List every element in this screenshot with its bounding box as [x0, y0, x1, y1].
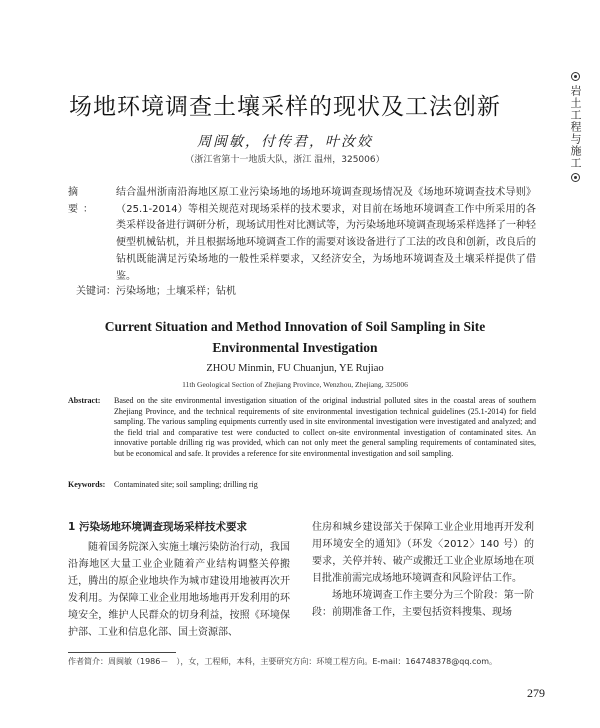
body-paragraph: 场地环境调查工作主要分为三个阶段：第一阶段：前期准备工作，主要包括资料搜集、现场 — [312, 590, 534, 618]
journal-section-tag — [566, 72, 584, 182]
chinese-keywords-text: 污染场地；土壤采样；钻机 — [116, 286, 236, 297]
circle-dot-icon — [571, 173, 580, 182]
english-keywords — [68, 480, 536, 489]
chinese-abstract-text: 结合温州浙南沿海地区原工业污染场地的场地环境调查现场情况及《场地环境调查技术导则》（25.1-2014）等相关规范对现场采样的技术要求，对目前在场地环境调查工作中所采用的各类采样设备进行调研分析，现场试用性对比测试等，为污染场地环境调查现场采样选择了一种轻便型机械钻机，并且根据场地环境调查工作的需要对该设备进行了工法的改良和创新，改良后的钻机既能满足污染场地的一般性采样要求，又经济安全，为场地环境调查及土壤采样提供了借鉴。 — [116, 187, 536, 282]
body-paragraph: 随着国务院深入实施土壤污染防治行动，我国沿海地区大量工业企业随着产业结构调整关停搬迁，腾出的原企业地块作为城市建设用地被再次开发利用。为保障工业企业用地场地再开发利用的环境安全，维护人民群众的切身利益，按照《环境保护部、工业和信息化部、国土资源部、 — [68, 542, 290, 638]
section-tag-text: 岩土工程与施工 — [569, 85, 582, 169]
english-title: Current Situation and Method Innovation of Soil Sampling in Site Environmental Investigation — [104, 319, 486, 355]
chinese-affiliation: （浙江省第十一地质大队，浙江 温州，325006） — [185, 155, 385, 165]
body-column-right — [312, 519, 534, 621]
footnote-divider — [68, 652, 176, 653]
english-abstract-label: Abstract: — [68, 396, 101, 405]
body-paragraph: 住房和城乡建设部关于保障工业企业用地再开发利用环境安全的通知》（环发〈2012〉140 号）的要求，关停并转、破产或搬迁工业企业原场地在项目批准前需完成场地环境调查和风险评估工作。 — [312, 522, 534, 584]
english-affiliation: 11th Geological Section of Zhejiang Province, Wenzhou, Zhejiang, 325006 — [182, 380, 408, 389]
english-abstract — [68, 396, 536, 460]
chinese-authors: 周闽敏，付传君，叶汝姣 — [197, 134, 373, 150]
english-authors: ZHOU Minmin, FU Chuanjun, YE Rujiao — [206, 363, 384, 374]
chinese-title: 场地环境调查土壤采样的现状及工法创新 — [69, 94, 501, 120]
page-number: 279 — [527, 686, 545, 700]
body-column-left — [68, 519, 290, 641]
circle-dot-icon — [571, 72, 580, 81]
chinese-abstract — [68, 185, 536, 285]
author-footnote: 作者简介：周闽敏（1986－ ），女，工程师，本科，主要研究方向：环境工程方向。E-mail：164748378@qq.com。 — [68, 657, 498, 666]
chinese-keywords — [76, 282, 536, 297]
chinese-abstract-label: 摘 要： — [68, 187, 98, 215]
english-keywords-text: Contaminated site; soil sampling; drilling rig — [114, 480, 258, 489]
english-keywords-label: Keywords: — [68, 480, 106, 489]
chinese-keywords-label: 关键词： — [76, 286, 116, 297]
english-abstract-text: Based on the site environmental investigation situation of the original industrial polluted sites in the coastal areas of southern Zhejiang Province, and the technical requirements of site environmental investigation technical guidelines (25.1-2014) for field sampling. The various sampling equipments currently used in site environmental investigation were investigated and analyzed; and the field trial and comparative test were conducted to collect on-site environmental investigation of contaminated sites. An innovative portable drilling rig was provided, which can not only meet the general sampling requirements of contaminated sites, but be economical and safe. It provides a reference for site environmental investigation and soil sampling. — [114, 396, 536, 458]
section-heading: 1 污染场地环境调查现场采样技术要求 — [68, 521, 247, 533]
